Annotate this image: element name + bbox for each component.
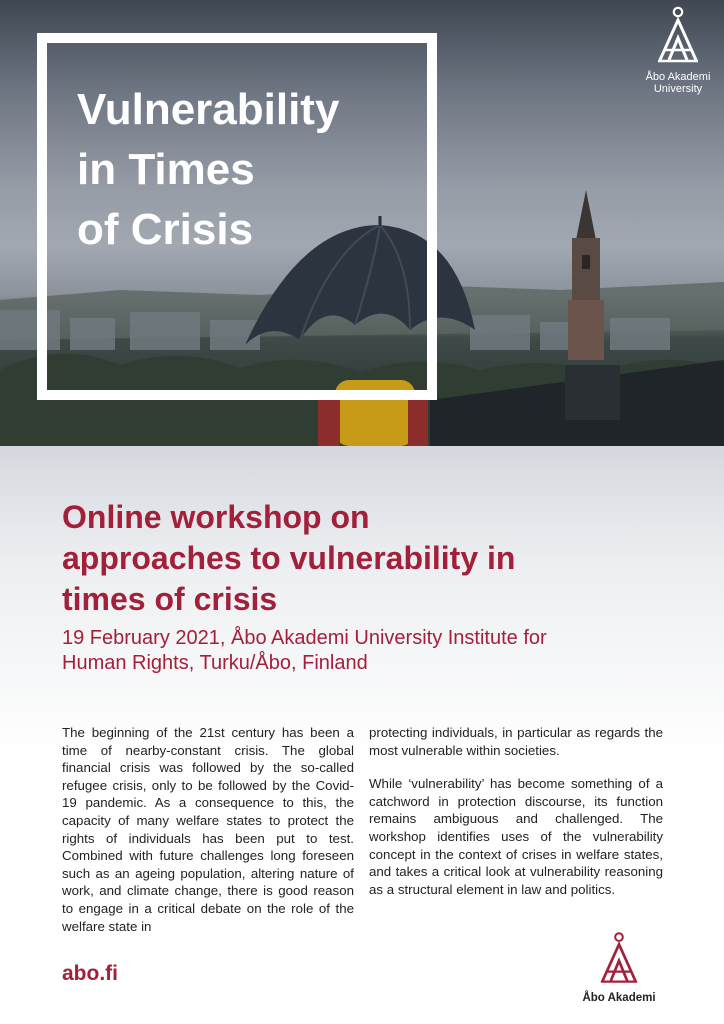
poster-title-line: of Crisis [77, 205, 254, 254]
logo-name [636, 71, 720, 95]
body-paragraph: While ‘vulnerability’ has become something of a catchword in protection discourse, its function remains ambiguous and challenged. The workshop identifies uses of the vulnerability concept in the context of crises in welfare states, and takes a critical look at vulnerability reasoning as a structural element in law and politics. [369, 776, 663, 897]
body-column-left [62, 724, 354, 951]
workshop-headline [62, 497, 702, 620]
abo-akademi-logo-icon [656, 6, 700, 64]
headline-line: Online workshop on [62, 499, 370, 535]
university-logo [636, 6, 720, 95]
footer-logo [578, 930, 660, 1004]
website-link[interactable]: abo.fi [62, 962, 118, 985]
body-column-right [369, 724, 663, 914]
subline-line: 19 February 2021, Åbo Akademi University Institute for [62, 627, 547, 649]
subline-line: Human Rights, Turku/Åbo, Finland [62, 652, 368, 674]
poster-title [77, 80, 417, 260]
logo-name-line: University [653, 83, 703, 95]
body-paragraph: The beginning of the 21st century has been a time of nearby-constant crisis. The global financial crisis was followed by the so-called refugee crisis, only to be followed by the Covid-19 pandemic. As a consequence to this, the capacity of many welfare states to protect the rights of individuals has been put to test. Combined with future challenges long foreseen such as an ageing population, altering nature of work, and climate change, there is good reason to engage in a critical debate on the role of the welfare state in [62, 725, 354, 934]
poster-title-line: Vulnerability [77, 85, 340, 134]
body-paragraph: protecting individuals, in particular as regards the most vulnerable within societies. [369, 725, 663, 758]
headline-line: approaches to vulnerability in [62, 540, 516, 576]
workshop-date-location [62, 626, 702, 676]
poster-title-line: in Times [77, 145, 255, 194]
headline-line: times of crisis [62, 581, 278, 617]
abo-akademi-logo-icon [599, 930, 639, 986]
church-tower [568, 190, 604, 360]
logo-name-line: Åbo Akademi [645, 71, 711, 83]
footer-logo-name: Åbo Akademi [582, 992, 656, 1004]
